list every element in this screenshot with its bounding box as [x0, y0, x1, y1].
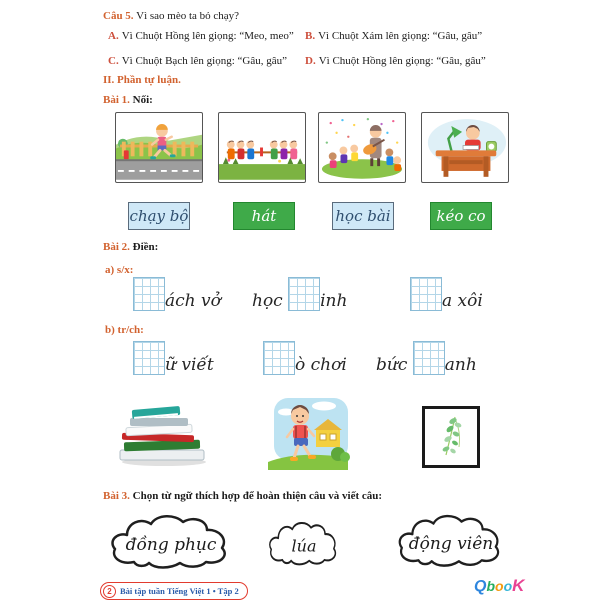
word-after: ò chơi — [295, 355, 347, 375]
fill-item-tro-choi — [263, 341, 347, 375]
jogging-scene-illustration — [116, 113, 202, 182]
exercise-2-name: Điền: — [132, 241, 159, 253]
option-c-text: Vì Chuột Bạch lên giọng: “Gâu, gâu” — [121, 55, 287, 67]
answer-text: hát — [251, 207, 277, 225]
fill-box[interactable] — [288, 277, 320, 311]
picture-kid-studying — [421, 112, 509, 183]
fill-box[interactable] — [263, 341, 295, 375]
option-d — [305, 55, 486, 67]
question-label: Câu 5. — [103, 10, 134, 22]
fill-box[interactable] — [410, 277, 442, 311]
fill-item-hoc-sinh — [252, 277, 347, 311]
answer-text: kéo co — [436, 207, 486, 225]
cloud-dong-phuc — [106, 510, 236, 572]
answer-label-hat — [233, 202, 295, 230]
part-a-label: a) s/x: — [105, 264, 134, 276]
page-number: 2 — [103, 585, 116, 598]
footer-book-badge — [100, 582, 248, 600]
picture-kid-jogging — [115, 112, 203, 183]
answer-text: học bài — [335, 207, 391, 225]
exercise-3-title — [103, 490, 382, 502]
cloud-word: đồng phục — [125, 534, 217, 555]
fill-box[interactable] — [133, 341, 165, 375]
singing-scene-illustration — [319, 113, 405, 182]
picture-plant-frame — [422, 406, 480, 468]
question-5 — [103, 10, 239, 22]
cloud-word: động viên — [408, 533, 494, 554]
word-after: anh — [444, 355, 477, 375]
fill-item-sach-vo — [133, 277, 221, 311]
right-team — [270, 141, 297, 160]
word-after: ách vở — [165, 291, 221, 311]
cloud-lua — [266, 518, 342, 568]
exercise-3-name: Chọn từ ngữ thích hợp để hoàn thiện câu và viết câu: — [132, 490, 383, 502]
logo-letter: o — [503, 578, 513, 594]
answer-label-keo-co — [430, 202, 492, 230]
word-after: ữ viết — [165, 355, 214, 375]
logo-letter: K — [512, 576, 525, 595]
part-b-label: b) tr/ch: — [105, 324, 144, 336]
tug-of-war-illustration — [219, 113, 305, 182]
question-text: Vì sao mèo ta bỏ chạy? — [136, 10, 240, 22]
picture-book-stack — [112, 398, 212, 468]
option-c — [108, 55, 287, 67]
logo-letter: Q — [474, 578, 487, 595]
option-b — [305, 30, 482, 42]
plant-illustration — [425, 409, 477, 465]
exercise-1-title — [103, 94, 153, 106]
publisher-logo — [474, 576, 524, 596]
studying-scene-illustration — [422, 113, 508, 182]
logo-letter: b — [486, 578, 496, 594]
book-title: Bài tập tuần Tiếng Việt 1 • Tập 2 — [120, 586, 239, 596]
book-stack-illustration — [112, 398, 212, 468]
section-2-header: II. Phần tự luận. — [103, 74, 181, 86]
word-after: inh — [320, 291, 348, 311]
walking-kid-illustration — [266, 396, 350, 478]
option-d-letter: D. — [305, 55, 316, 67]
cloud-word: lúa — [291, 536, 317, 556]
fill-item-chu-viet — [133, 341, 214, 375]
option-c-letter: C. — [108, 55, 119, 67]
option-a-text: Vì Chuột Hồng lên giọng: “Meo, meo” — [121, 30, 294, 42]
logo-letter: o — [495, 578, 504, 594]
option-d-text: Vì Chuột Hồng lên giọng: “Gâu, gâu” — [318, 55, 486, 67]
exercise-3-label: Bài 3. — [103, 490, 130, 502]
option-a-letter: A. — [108, 30, 119, 42]
left-team — [227, 141, 254, 160]
word-after: a xôi — [442, 291, 483, 311]
picture-tug-of-war — [218, 112, 306, 183]
cloud-dong-vien — [394, 510, 508, 570]
answer-text: chạy bộ — [129, 207, 189, 225]
fill-box[interactable] — [413, 341, 445, 375]
option-a — [108, 30, 294, 42]
exercise-2-title — [103, 241, 158, 253]
exercise-1-label: Bài 1. — [103, 94, 130, 106]
word-before: học — [252, 291, 289, 311]
picture-kids-singing — [318, 112, 406, 183]
picture-walking-kid — [266, 396, 350, 478]
option-b-text: Vì Chuột Xám lên giọng: “Gâu, gâu” — [318, 30, 483, 42]
exercise-2-label: Bài 2. — [103, 241, 130, 253]
fill-item-buc-tranh — [376, 341, 477, 375]
answer-label-hoc-bai — [332, 202, 394, 230]
fill-box[interactable] — [133, 277, 165, 311]
answer-label-chay-bo — [128, 202, 190, 230]
word-before: bức — [376, 355, 413, 375]
exercise-1-name: Nối: — [132, 94, 153, 106]
option-b-letter: B. — [305, 30, 316, 42]
fill-item-xa-xoi — [410, 277, 483, 311]
